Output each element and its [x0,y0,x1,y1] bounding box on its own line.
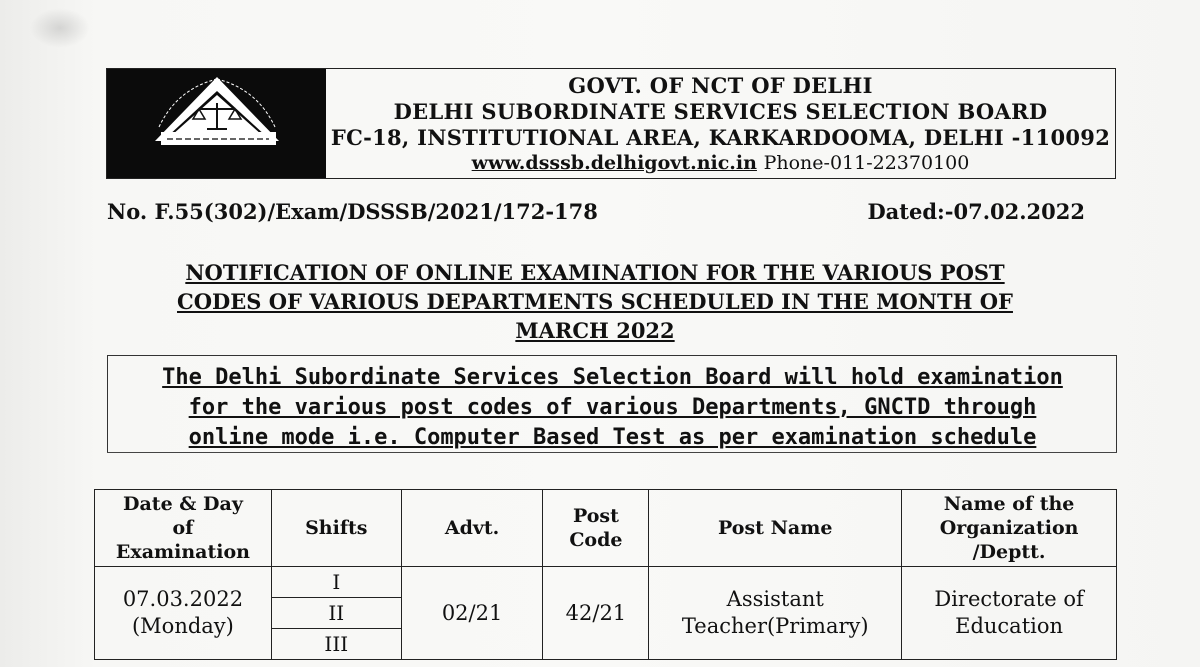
board-name: DELHI SUBORDINATE SERVICES SELECTION BOARD [393,99,1048,124]
dsssb-logo [107,69,326,178]
col-header-post-name: Post Name [649,490,902,567]
col-header-shifts: Shifts [271,490,401,567]
cell-organization: Directorate of Education [902,567,1117,660]
intro-paragraph [130,363,1095,453]
board-address: FC-18, INSTITUTIONAL AREA, KARKARDOOMA, DELHI -110092 [330,125,1111,150]
intro-line3: online mode i.e. Computer Based Test as per examination schedule [188,425,1037,450]
phone-number: Phone-011-22370100 [763,152,970,174]
notification-title [130,258,1060,345]
contact-line [326,151,1115,175]
notification-title-line1: NOTIFICATION OF ONLINE EXAMINATION FOR THE VARIOUS POST [185,260,1005,285]
notification-title-line2: CODES OF VARIOUS DEPARTMENTS SCHEDULED IN THE MONTH OF [177,289,1013,314]
cell-date: 07.03.2022 (Monday) [95,567,272,660]
letterhead-text [326,69,1115,178]
exam-schedule-table [94,489,1117,660]
cell-advt: 02/21 [401,567,543,660]
intro-line2: for the various post codes of various Departments, GNCTD through [188,395,1037,420]
table-header-row [95,490,1117,567]
reference-number: No. F.55(302)/Exam/DSSSB/2021/172-178 [107,199,598,224]
cell-post-name: Assistant Teacher(Primary) [649,567,902,660]
notification-title-line3: MARCH 2022 [515,318,675,343]
letterhead [106,68,1116,179]
intro-line1: The Delhi Subordinate Services Selection Board will hold examination [162,365,1063,390]
col-header-organization: Name of the Organization /Deptt. [902,490,1117,567]
cell-shifts [271,567,401,660]
shift-3: III [324,632,349,656]
shift-2: II [272,598,401,629]
scales-emblem-icon [107,69,326,178]
col-header-advt: Advt. [401,490,543,567]
scan-smudge [30,8,90,48]
reference-date: Dated:-07.02.2022 [867,199,1085,224]
reference-line [107,199,1085,224]
divider [107,452,1117,453]
table-row [95,567,1117,660]
website-link[interactable]: www.dsssb.delhigovt.nic.in [471,152,757,174]
govt-title: GOVT. OF NCT OF DELHI [568,73,873,98]
col-header-post-code: Post Code [543,490,649,567]
shift-1: I [272,567,401,598]
col-header-date: Date & Day of Examination [95,490,272,567]
cell-post-code: 42/21 [543,567,649,660]
